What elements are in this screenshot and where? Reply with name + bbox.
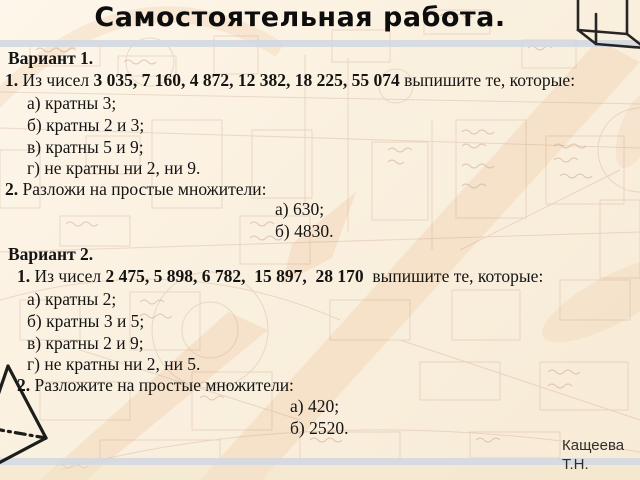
divider-top bbox=[0, 40, 640, 47]
variant1-task1-pre-text: Из чисел bbox=[18, 70, 94, 90]
variant1-task1-numbers: 3 035, 7 160, 4 872, 12 382, 18 225, 55 074 bbox=[93, 70, 400, 90]
variant2-item-c: в) кратны 2 и 9; bbox=[27, 333, 144, 353]
slide-title: Самостоятельная работа. bbox=[94, 2, 506, 33]
variant2-task1-numbers: 2 475, 5 898, 6 782, 15 897, 28 170 bbox=[105, 266, 364, 286]
variant1-task2-number: 2. bbox=[5, 179, 19, 199]
variant1-heading: Вариант 1. bbox=[8, 48, 94, 68]
variant1-item-d: г) не кратны ни 2, ни 9. bbox=[27, 158, 201, 178]
variant1-task1-number: 1. bbox=[5, 70, 19, 90]
variant1-answer-b: б) 4830. bbox=[275, 221, 334, 241]
variant2-item-a: а) кратны 2; bbox=[27, 289, 117, 309]
variant2-answer-b: б) 2520. bbox=[290, 418, 349, 438]
variant1-item-c: в) кратны 5 и 9; bbox=[27, 137, 144, 157]
variant1-task2-line bbox=[5, 178, 267, 200]
variant1-task1-post-text: выпишите те, которые: bbox=[399, 70, 576, 90]
variant2-task2-number: 2. bbox=[17, 375, 31, 395]
variant2-item-d: г) не кратны ни 2, ни 5. bbox=[27, 354, 201, 374]
variant2-heading: Вариант 2. bbox=[8, 244, 94, 264]
variant2-task1-post-text: выпишите те, которые: bbox=[363, 266, 544, 286]
variant1-task1-line bbox=[5, 69, 575, 91]
variant1-task2-text: Разложи на простые множители: bbox=[18, 179, 267, 199]
variant1-item-b: б) кратны 2 и 3; bbox=[27, 115, 145, 135]
variant2-task1-line bbox=[17, 265, 543, 287]
variant2-item-b: б) кратны 3 и 5; bbox=[27, 311, 145, 331]
variant2-answer-a: а) 420; bbox=[290, 396, 340, 416]
variant1-answer-a: а) 630; bbox=[275, 199, 325, 219]
variant2-task2-text: Разложите на простые множители: bbox=[30, 375, 294, 395]
variant2-task1-number: 1. bbox=[17, 266, 31, 286]
author-credit: Кащеева Т.Н. bbox=[562, 437, 625, 473]
variant1-item-a: а) кратны 3; bbox=[27, 93, 117, 113]
variant2-task2-line bbox=[17, 374, 294, 396]
variant2-task1-pre-text: Из чисел bbox=[30, 266, 106, 286]
